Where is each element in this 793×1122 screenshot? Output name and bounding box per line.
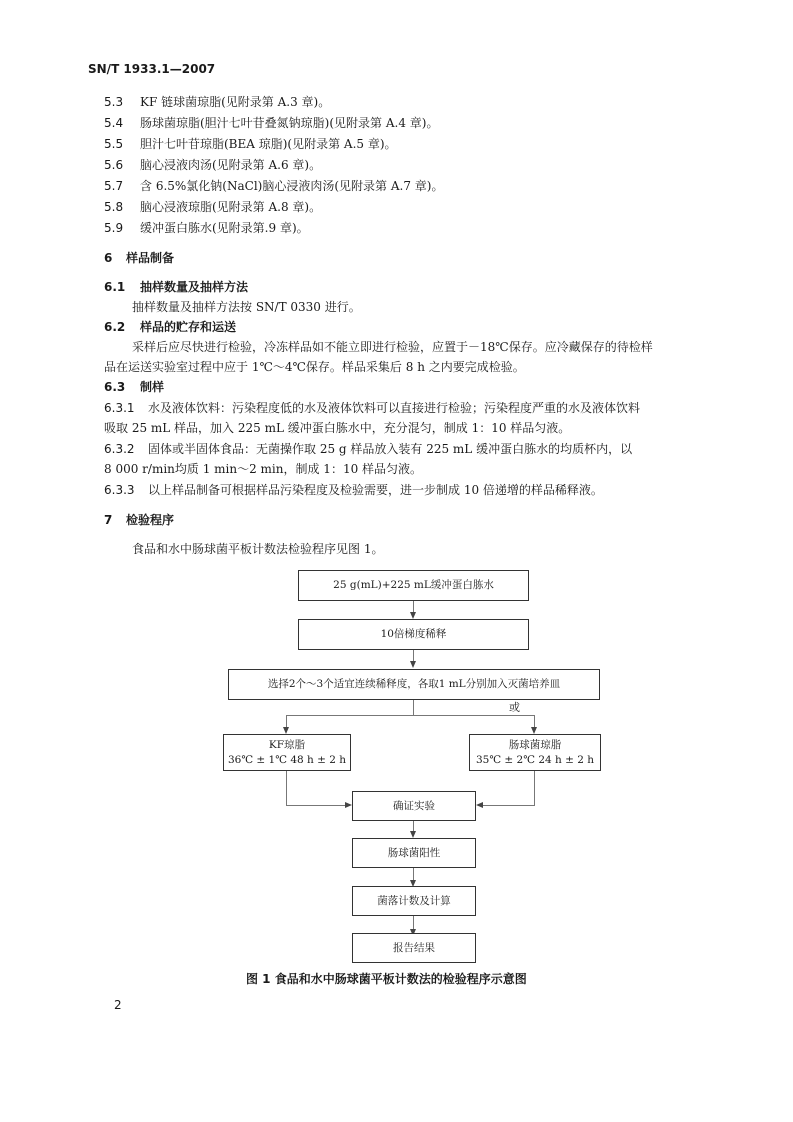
section-6-2-heading (104, 317, 236, 337)
item-number: 5.4 (104, 116, 124, 130)
item-number: 5.9 (104, 221, 124, 235)
section-number: 6.2 (104, 320, 126, 334)
media-item-5-4 (104, 113, 438, 133)
section-text: 以上样品制备可根据样品污染程度及检验需要，进一步制成 10 倍递增的样品稀释液。 (148, 483, 603, 497)
item-text: 含 6.5%氯化钠(NaCl)脑心浸液肉汤(见附录第 A.7 章)。 (140, 179, 444, 193)
item-text: 脑心浸液肉汤(见附录第 A.6 章)。 (140, 158, 322, 172)
item-number: 5.6 (104, 158, 124, 172)
media-item-5-5 (104, 134, 397, 154)
flow-connector (534, 771, 535, 805)
item-text: 胆汁七叶苷琼脂(BEA 琼脂)(见附录第 A.5 章)。 (140, 137, 397, 151)
section-6-3-2-line2: 8 000 r/min均质 1 min～2 min，制成 1：10 样品匀液。 (104, 462, 423, 476)
flow-step-confirmation (352, 791, 476, 821)
section-6-3-heading (104, 377, 164, 397)
flow-connector (482, 805, 535, 806)
flow-connector (413, 700, 414, 715)
item-text: 肠球菌琼脂(胆汁七叶苷叠氮钠琼脂)(见附录第 A.4 章)。 (140, 116, 439, 130)
item-number: 5.5 (104, 137, 124, 151)
flow-branch-line (286, 715, 535, 716)
item-number: 5.3 (104, 95, 124, 109)
flow-step-label: 选择2个～3个适宜连续稀释度，各取1 mL分别加入灭菌培养皿 (267, 678, 561, 690)
item-number: 5.7 (104, 179, 124, 193)
item-text: 缓冲蛋白胨水(见附录第.9 章)。 (140, 221, 309, 235)
media-item-5-3 (104, 92, 330, 112)
section-title: 制样 (140, 380, 165, 394)
section-7-heading (104, 510, 174, 530)
section-6-3-3-line1 (104, 480, 603, 500)
section-text: 水及液体饮料：污染程度低的水及液体饮料可以直接进行检验；污染程度严重的水及液体饮料 (148, 401, 641, 415)
kf-agar-name: KF琼脂 (268, 738, 306, 751)
section-6-3-1-line1 (104, 398, 640, 418)
section-7-intro: 食品和水中肠球菌平板计数法检验程序见图 1。 (132, 542, 384, 556)
flow-step-label: 菌落计数及计算 (377, 894, 451, 907)
section-6-1-body: 抽样数量及抽样方法按 SN/T 0330 进行。 (132, 300, 361, 314)
standard-id: SN/T 1933.1—2007 (88, 62, 216, 76)
media-item-5-7 (104, 176, 443, 196)
section-number: 6.3.2 (104, 442, 135, 456)
item-number: 5.8 (104, 200, 124, 214)
arrow-down-icon (410, 661, 416, 668)
media-item-5-9 (104, 218, 309, 238)
arrow-left-icon (476, 802, 483, 808)
flow-step-label: 肠球菌阳性 (387, 846, 441, 859)
arrow-down-icon (410, 612, 416, 619)
section-number: 6.3.1 (104, 401, 135, 415)
flow-step-label: 确证实验 (393, 799, 435, 812)
kf-agar-condition: 36℃ ± 1℃ 48 h ± 2 h (227, 753, 347, 766)
arrow-down-icon (531, 727, 537, 734)
flow-step-report (352, 933, 476, 963)
flow-step-select-dilution (228, 669, 600, 700)
section-text: 固体或半固体食品：无菌操作取 25 g 样品放入装有 225 mL 缓冲蛋白胨水的均质杯内，以 (148, 442, 633, 456)
page-number: 2 (114, 998, 122, 1012)
section-number: 7 (104, 513, 113, 527)
flow-connector (286, 805, 346, 806)
item-text: 脑心浸液琼脂(见附录第 A.8 章)。 (140, 200, 322, 214)
flow-step-label: 报告结果 (393, 941, 435, 954)
figure-caption: 图 1 食品和水中肠球菌平板计数法的检验程序示意图 (246, 972, 527, 986)
flow-step-label: 10倍梯度稀释 (380, 628, 447, 640)
item-text: KF 链球菌琼脂(见附录第 A.3 章)。 (140, 95, 331, 109)
section-number: 6.3.3 (104, 483, 135, 497)
section-title: 抽样数量及抽样方法 (140, 280, 249, 294)
section-6-1-heading (104, 277, 248, 297)
section-6-2-line2: 品在运送实验室过程中应于 1℃～4℃保存。样品采集后 8 h 之内要完成检验。 (104, 360, 525, 374)
arrow-down-icon (283, 727, 289, 734)
flow-step-label: 25 g(mL)+225 mL缓冲蛋白胨水 (333, 579, 494, 591)
flow-enterococcus-agar-box (469, 734, 601, 771)
section-number: 6.3 (104, 380, 126, 394)
section-title: 样品制备 (126, 251, 175, 265)
media-item-5-6 (104, 155, 321, 175)
section-title: 样品的贮存和运送 (140, 320, 237, 334)
section-6-3-1-line2: 吸取 25 mL 样品，加入 225 mL 缓冲蛋白胨水中，充分混匀，制成 1：10 样品匀液。 (104, 421, 571, 435)
flow-step-positive (352, 838, 476, 868)
section-6-2-line1: 采样后应尽快进行检验，冷冻样品如不能立即进行检验，应置于－18℃保存。应冷藏保存的待检样 (132, 340, 653, 354)
section-title: 检验程序 (126, 513, 175, 527)
flow-step-dilution (298, 619, 529, 650)
media-item-5-8 (104, 197, 321, 217)
section-6-3-2-line1 (104, 439, 632, 459)
enterococcus-agar-name: 肠球菌琼脂 (508, 738, 562, 751)
section-number: 6.1 (104, 280, 126, 294)
enterococcus-agar-condition: 35℃ ± 2℃ 24 h ± 2 h (475, 753, 595, 766)
flow-or-label: 或 (509, 701, 520, 714)
arrow-down-icon (410, 831, 416, 838)
flow-step-count (352, 886, 476, 916)
arrow-right-icon (345, 802, 352, 808)
flow-kf-agar-box (223, 734, 351, 771)
section-6-heading (104, 248, 174, 268)
flow-step-sample-prep (298, 570, 529, 601)
section-number: 6 (104, 251, 113, 265)
flow-connector (286, 771, 287, 805)
